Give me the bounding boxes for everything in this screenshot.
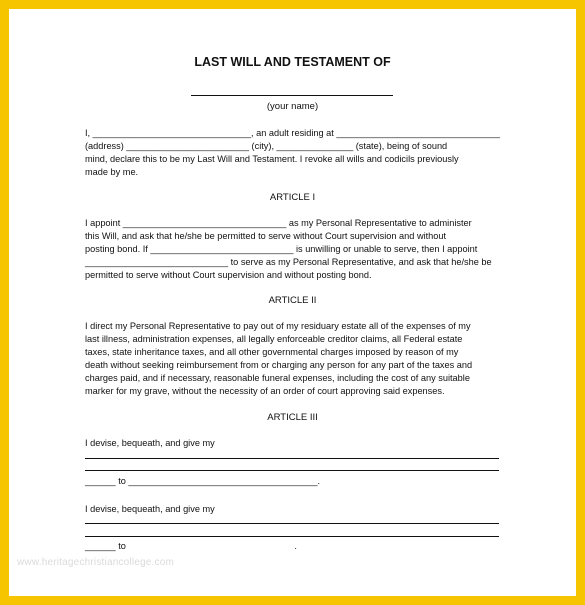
intro-line: I, _______________________________, an adult residing at ________________________________ xyxy=(85,128,500,138)
article-1-line: posting bond. If ____________________________ is unwilling or unable to serve, then I appoint xyxy=(85,244,478,254)
article-2-line: last illness, administration expenses, all legally enforceable creditor claims, all Federal estate xyxy=(85,334,463,344)
devise-label: I devise, bequeath, and give my xyxy=(85,438,215,448)
document-page xyxy=(9,9,576,596)
article-2-line: I direct my Personal Representative to pay out of my residuary estate all of the expenses of my xyxy=(85,321,471,331)
article-2-heading: ARTICLE II xyxy=(268,295,317,306)
article-2-line: taxes, state inheritance taxes, and all other governmental charges imposed by reason of my xyxy=(85,347,459,357)
document-title: LAST WILL AND TESTAMENT OF xyxy=(194,55,391,69)
devise-label: I devise, bequeath, and give my xyxy=(85,504,215,514)
article-2-line: marker for my grave, without the necessity of an order of court approving said expenses. xyxy=(85,386,445,396)
beneficiary-row[interactable]: ______ to _____________________________________. xyxy=(85,476,321,486)
article-2-line: charges paid, and if necessary, reasonable funeral expenses, including the cost of any suitable xyxy=(85,373,470,383)
name-signature-line[interactable] xyxy=(191,95,393,96)
article-1-line: ____________________________ to serve as my Personal Representative, and ask that he/she be xyxy=(85,257,492,267)
devise-line[interactable] xyxy=(85,470,499,471)
watermark: www.heritagechristiancollege.com xyxy=(17,557,175,568)
article-1-line: this Will, and ask that he/she be permitted to serve without Court supervision and without xyxy=(85,231,447,241)
article-1-heading: ARTICLE I xyxy=(269,192,316,203)
devise-line[interactable] xyxy=(85,536,499,537)
article-1-line: I appoint ________________________________ as my Personal Representative to administer xyxy=(85,218,472,228)
intro-line: (address) ________________________ (city), _______________ (state), being of sound xyxy=(85,141,448,151)
article-3-heading: ARTICLE III xyxy=(267,412,318,423)
intro-line: mind, declare this to be my Last Will and Testament. I revoke all wills and codicils previously xyxy=(85,154,459,164)
article-2-line: death without seeking reimbursement from or charging any person for any part of the taxes and xyxy=(85,360,473,370)
intro-line: made by me. xyxy=(85,167,139,177)
article-1-line: permitted to serve without Court supervision and without posting bond. xyxy=(85,270,372,280)
devise-line[interactable] xyxy=(85,458,499,459)
name-hint: (your name) xyxy=(266,101,319,112)
beneficiary-row[interactable]: ______ to . xyxy=(85,541,297,551)
devise-line[interactable] xyxy=(85,523,499,524)
